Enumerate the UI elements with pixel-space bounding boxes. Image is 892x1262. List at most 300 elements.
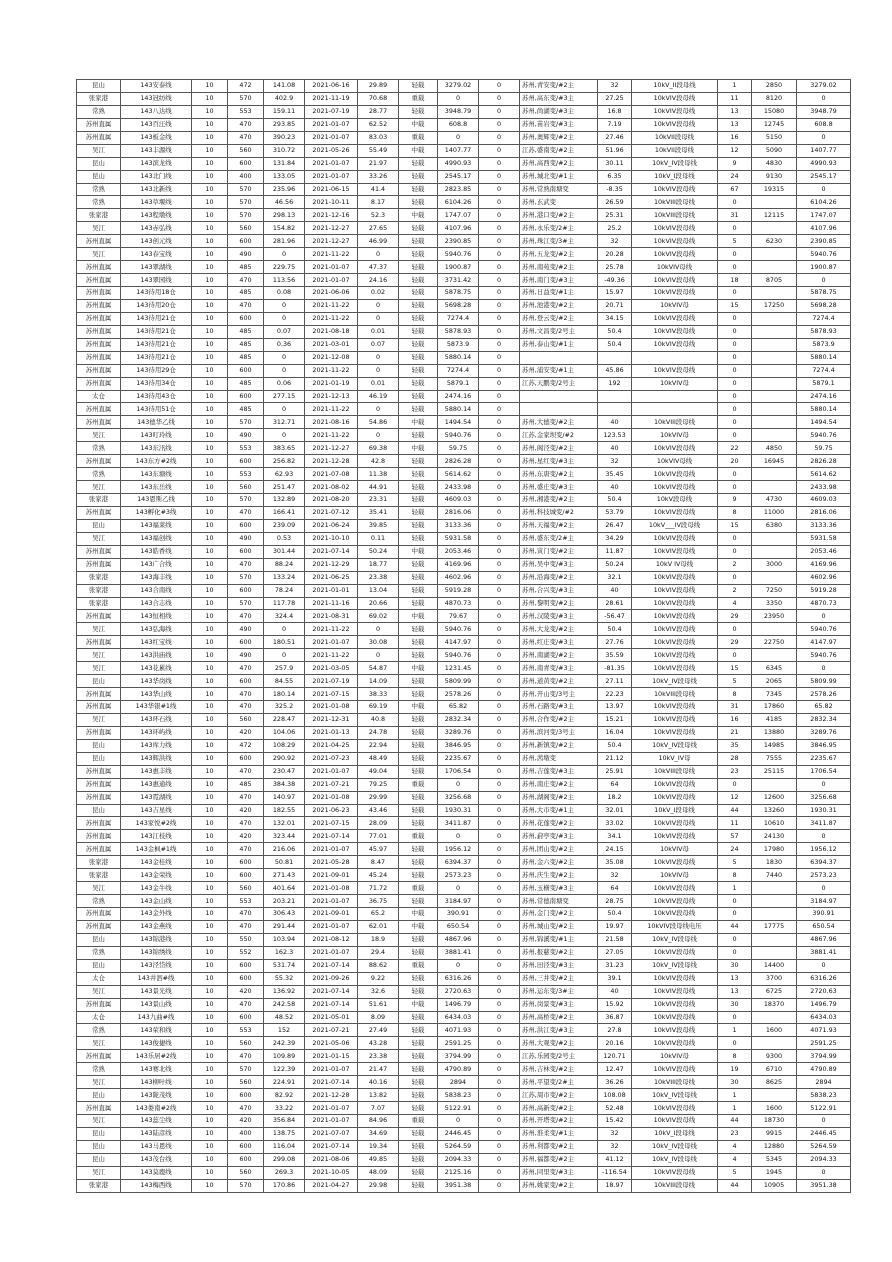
table-cell: 10kVIII段母线	[632, 196, 718, 209]
table-cell: 常熟	[77, 196, 121, 209]
table-cell: 10kVIV段母线	[632, 1024, 718, 1037]
table-cell: 143待用20仓	[121, 299, 192, 312]
table-cell: 2094.33	[797, 1153, 851, 1166]
table-cell: 30.08	[358, 636, 399, 649]
table-cell: 5	[718, 675, 752, 688]
table-cell: 25.78	[598, 261, 632, 274]
table-cell: 17250	[752, 299, 797, 312]
table-cell: 14400	[752, 959, 797, 972]
table-cell: 25115	[752, 765, 797, 778]
table-cell: 50.24	[598, 558, 632, 571]
table-cell: 0	[438, 959, 479, 972]
table-cell: 轻载	[399, 649, 438, 662]
table-cell: 10	[192, 752, 228, 765]
table-cell: 0	[479, 118, 520, 131]
table-cell: 18.9	[358, 933, 399, 946]
table-cell: 0.36	[264, 338, 305, 351]
table-cell	[752, 532, 797, 545]
table-cell	[752, 287, 797, 300]
table-cell: 79.25	[358, 778, 399, 791]
table-cell: 0	[479, 364, 520, 377]
table-cell: 苏州,常熟南塘变	[520, 183, 598, 196]
table-cell: 江苏,天鹏变/2号主	[520, 377, 598, 390]
table-cell: 昆山	[77, 804, 121, 817]
table-cell: 10	[192, 506, 228, 519]
table-cell: 600	[228, 1140, 264, 1153]
table-cell: 0	[479, 519, 520, 532]
table-cell: 420	[228, 830, 264, 843]
table-cell: 10	[192, 131, 228, 144]
table-cell: 轻载	[399, 571, 438, 584]
table-cell: 3846.95	[797, 739, 851, 752]
table-cell: 485	[228, 403, 264, 416]
table-cell: 0	[479, 416, 520, 429]
table-cell: 5122.91	[438, 1102, 479, 1115]
table-cell: 吴江	[77, 623, 121, 636]
table-cell: 1231.45	[438, 662, 479, 675]
table-row	[77, 325, 851, 338]
table-cell: 重载	[399, 131, 438, 144]
table-cell: 46.99	[358, 235, 399, 248]
table-cell: 0	[264, 403, 305, 416]
table-cell: 0	[797, 959, 851, 972]
table-cell: 中载	[399, 908, 438, 921]
table-row	[77, 791, 851, 804]
table-cell: 轻载	[399, 1140, 438, 1153]
table-cell: 0	[479, 946, 520, 959]
table-cell: 470	[228, 817, 264, 830]
table-cell: 608.8	[797, 118, 851, 131]
table-cell: 10	[192, 80, 228, 93]
table-cell: 2021-09-01	[305, 908, 358, 921]
table-cell: 3411.87	[797, 817, 851, 830]
table-cell: 2021-07-15	[305, 817, 358, 830]
table-row	[77, 610, 851, 623]
table-cell: 10kVIV段母线	[632, 468, 718, 481]
table-cell: 10	[192, 455, 228, 468]
table-cell	[752, 222, 797, 235]
table-cell: 6316.26	[797, 972, 851, 985]
table-cell: 9.22	[358, 972, 399, 985]
table-cell: -49.36	[598, 274, 632, 287]
table-row	[77, 726, 851, 739]
table-cell: 281.96	[264, 235, 305, 248]
table-cell: -56.47	[598, 610, 632, 623]
table-cell: 太仓	[77, 1011, 121, 1024]
table-cell: 0	[479, 170, 520, 183]
table-cell: 昆山	[77, 1140, 121, 1153]
table-cell: 600	[228, 856, 264, 869]
table-cell: 10kVIV段母线	[632, 545, 718, 558]
table-cell: 30	[718, 998, 752, 1011]
table-cell: 苏州直属	[77, 726, 121, 739]
table-cell: 2021-01-13	[305, 726, 358, 739]
table-cell: 苏州,新镇变/#2主	[520, 739, 598, 752]
table-cell: 5838.23	[797, 1089, 851, 1102]
table-cell: 2021-07-19	[305, 105, 358, 118]
table-cell: 2474.16	[797, 390, 851, 403]
table-cell: 0	[797, 274, 851, 287]
table-cell: 29.99	[358, 791, 399, 804]
table-row	[77, 584, 851, 597]
table-cell: 2021-11-16	[305, 597, 358, 610]
table-cell: 0	[479, 856, 520, 869]
table-row	[77, 235, 851, 248]
table-cell: 103.94	[264, 933, 305, 946]
table-cell: 轻载	[399, 817, 438, 830]
table-cell: 0	[797, 92, 851, 105]
table-cell: 35.59	[598, 649, 632, 662]
table-cell: 昆山	[77, 933, 121, 946]
table-cell: 0	[479, 248, 520, 261]
table-cell: 143金山线	[121, 895, 192, 908]
table-cell: 13.97	[598, 701, 632, 714]
table-cell	[752, 1037, 797, 1050]
table-cell	[752, 778, 797, 791]
table-row	[77, 92, 851, 105]
table-row	[77, 597, 851, 610]
table-row	[77, 908, 851, 921]
table-cell: 216.06	[264, 843, 305, 856]
table-cell: 10	[192, 545, 228, 558]
table-cell: 35.45	[598, 468, 632, 481]
table-cell: 5940.76	[438, 248, 479, 261]
table-cell: 苏州直属	[77, 325, 121, 338]
table-row	[77, 765, 851, 778]
table-cell: 0	[479, 1166, 520, 1179]
table-cell: 苏州直属	[77, 338, 121, 351]
table-cell: 62.52	[358, 118, 399, 131]
table-cell	[520, 390, 598, 403]
table-cell: 10	[192, 287, 228, 300]
table-cell: 2021-01-07	[305, 1115, 358, 1128]
table-cell: 吴江	[77, 1166, 121, 1179]
table-cell: 22	[718, 442, 752, 455]
table-cell: 0	[264, 649, 305, 662]
table-cell: 昆山	[77, 80, 121, 93]
table-cell: 2021-08-20	[305, 494, 358, 507]
table-cell: 0	[797, 882, 851, 895]
table-cell: 1945	[752, 1166, 797, 1179]
table-cell: 490	[228, 429, 264, 442]
table-cell: 10kV_II段母线	[632, 80, 718, 93]
table-cell: 江苏,乐园变/2号主	[520, 1050, 598, 1063]
table-cell: 143金外线	[121, 908, 192, 921]
table-cell: 2021-08-31	[305, 610, 358, 623]
table-cell: 轻载	[399, 351, 438, 364]
table-cell: 苏州,开山变/3号主	[520, 688, 598, 701]
table-cell	[752, 403, 797, 416]
table-cell	[752, 1011, 797, 1024]
table-cell: 轻载	[399, 675, 438, 688]
table-row	[77, 869, 851, 882]
table-cell: 2591.25	[438, 1037, 479, 1050]
table-cell	[752, 338, 797, 351]
table-cell: 0	[479, 532, 520, 545]
table-cell: 39.85	[358, 519, 399, 532]
table-cell: 2	[718, 584, 752, 597]
table-cell	[752, 571, 797, 584]
table-cell: 0	[264, 351, 305, 364]
table-row	[77, 662, 851, 675]
table-cell: 2850	[752, 80, 797, 93]
table-cell: 3256.68	[797, 791, 851, 804]
table-cell: 轻载	[399, 506, 438, 519]
table-cell: 苏州,池港变/#2主	[520, 299, 598, 312]
table-cell: 2021-01-08	[305, 701, 358, 714]
table-cell: 轻载	[399, 287, 438, 300]
table-cell: 苏州,滨河变/3号主	[520, 726, 598, 739]
table-cell: 0	[479, 933, 520, 946]
table-cell: 6230	[752, 235, 797, 248]
table-cell: 2021-07-14	[305, 545, 358, 558]
table-cell: 轻载	[399, 519, 438, 532]
table-cell: 192	[598, 377, 632, 390]
table-cell: 64	[598, 882, 632, 895]
table-cell: 11	[718, 92, 752, 105]
table-cell: 2021-08-06	[305, 1153, 358, 1166]
table-cell: 轻载	[399, 80, 438, 93]
table-cell: 143待用21仓	[121, 312, 192, 325]
table-cell: 0	[718, 325, 752, 338]
table-cell: 10kVII段母线	[632, 144, 718, 157]
table-cell: 苏州直属	[77, 299, 121, 312]
table-row	[77, 998, 851, 1011]
table-cell: 10	[192, 494, 228, 507]
table-cell: 50.4	[598, 739, 632, 752]
table-cell: 40	[598, 416, 632, 429]
table-cell: 31.23	[598, 959, 632, 972]
table-row	[77, 636, 851, 649]
table-cell: 张家港	[77, 494, 121, 507]
table-cell: 10	[192, 1140, 228, 1153]
table-cell: 51.61	[358, 998, 399, 1011]
table-cell: 10kVIV段母线	[632, 610, 718, 623]
table-cell: 2021-05-28	[305, 856, 358, 869]
table-cell: 11.38	[358, 468, 399, 481]
table-cell: 10	[192, 1037, 228, 1050]
table-cell: 1407.77	[438, 144, 479, 157]
table-cell: 570	[228, 1179, 264, 1192]
table-cell: 10kVIV段母线	[632, 778, 718, 791]
table-cell: 0	[479, 468, 520, 481]
table-cell: 0	[479, 325, 520, 338]
table-cell: 10	[192, 920, 228, 933]
table-cell: 143安泰线	[121, 80, 192, 93]
table-cell: 43.28	[358, 1037, 399, 1050]
table-cell: 1	[718, 1102, 752, 1115]
table-cell: 5809.99	[797, 675, 851, 688]
table-row	[77, 623, 851, 636]
table-cell: 600	[228, 545, 264, 558]
table-cell: 4609.03	[438, 494, 479, 507]
table-cell: 2021-01-07	[305, 1102, 358, 1115]
table-cell: 9130	[752, 170, 797, 183]
table-cell: 10	[192, 274, 228, 287]
table-cell: 苏州,尚湖变/#3主	[520, 105, 598, 118]
table-cell: 3133.36	[797, 519, 851, 532]
table-cell: 143板金线	[121, 131, 192, 144]
table-cell: 2021-12-27	[305, 222, 358, 235]
table-cell: 143孵化#3线	[121, 506, 192, 519]
table-cell: 1956.12	[438, 843, 479, 856]
table-row	[77, 390, 851, 403]
table-cell: 12	[718, 791, 752, 804]
table-cell: 59.75	[797, 442, 851, 455]
table-cell: 50.24	[358, 545, 399, 558]
table-cell: 江苏,金家坝变/#2	[520, 429, 598, 442]
table-cell: 2474.16	[438, 390, 479, 403]
table-cell: 10	[192, 299, 228, 312]
table-cell: 32	[598, 1127, 632, 1140]
table-cell: 2021-06-06	[305, 287, 358, 300]
table-cell: 太仓	[77, 390, 121, 403]
table-cell: 吴江	[77, 1115, 121, 1128]
table-cell: 4867.96	[438, 933, 479, 946]
table-cell: 0	[479, 908, 520, 921]
table-cell: 0	[358, 364, 399, 377]
table-cell: 0	[718, 933, 752, 946]
table-cell: 143草堰线	[121, 196, 192, 209]
table-cell: 22.94	[358, 739, 399, 752]
table-cell: 18370	[752, 998, 797, 1011]
table-cell: 苏州直属	[77, 636, 121, 649]
table-cell: 轻载	[399, 235, 438, 248]
table-cell: 65.2	[358, 908, 399, 921]
table-cell: 0	[718, 532, 752, 545]
table-row	[77, 1166, 851, 1179]
table-cell: 0	[797, 131, 851, 144]
table-cell: 5931.58	[797, 532, 851, 545]
table-cell	[520, 403, 598, 416]
table-cell: 2573.23	[438, 869, 479, 882]
table-row	[77, 1063, 851, 1076]
table-cell: 0	[797, 1115, 851, 1128]
table-cell: 太仓	[77, 972, 121, 985]
table-cell: 228.47	[264, 713, 305, 726]
table-cell: 18.97	[598, 1179, 632, 1192]
table-cell: 苏州,平望变/2#主	[520, 1076, 598, 1089]
table-cell: 485	[228, 287, 264, 300]
table-cell: 277.15	[264, 390, 305, 403]
table-cell: 2021-01-07	[305, 843, 358, 856]
table-cell: 5940.76	[438, 649, 479, 662]
table-cell: 10	[192, 1153, 228, 1166]
table-cell: 10	[192, 571, 228, 584]
table-cell: 苏州,报慈变/#2主	[520, 946, 598, 959]
table-cell: 2832.34	[438, 713, 479, 726]
table-cell: 143翠园线	[121, 274, 192, 287]
table-cell: 0	[479, 196, 520, 209]
table-cell: 10kVIV段母线	[632, 532, 718, 545]
table-cell: 570	[228, 597, 264, 610]
table-cell: 1930.31	[438, 804, 479, 817]
table-cell: 10kVIV段母线	[632, 830, 718, 843]
table-cell: 10kV_IV段母线	[632, 1140, 718, 1153]
table-cell: 0	[797, 1166, 851, 1179]
table-cell: 71.72	[358, 882, 399, 895]
table-cell: 10	[192, 209, 228, 222]
table-cell: 40.16	[358, 1076, 399, 1089]
table-cell: 0	[479, 791, 520, 804]
table-cell: 2235.67	[438, 752, 479, 765]
table-cell: 420	[228, 726, 264, 739]
table-cell: 苏州,沿海变/#2主	[520, 571, 598, 584]
table-cell: 40	[598, 985, 632, 998]
table-cell: 0	[718, 649, 752, 662]
table-cell: 苏州直属	[77, 416, 121, 429]
table-cell: 苏州,南苑变/#2主	[520, 261, 598, 274]
table-cell: 12	[718, 144, 752, 157]
table-cell: 14.09	[358, 675, 399, 688]
table-cell: 5879.1	[438, 377, 479, 390]
table-cell: 79.67	[438, 610, 479, 623]
table-cell: 50.4	[598, 325, 632, 338]
table-cell: 143待用21仓	[121, 338, 192, 351]
table-cell: 轻载	[399, 364, 438, 377]
table-cell: 0	[479, 584, 520, 597]
table-cell: 44	[718, 920, 752, 933]
table-cell: 490	[228, 623, 264, 636]
table-cell: 10kVIV段母线	[632, 817, 718, 830]
table-cell: 10kVIV母	[632, 377, 718, 390]
table-cell: 0	[479, 597, 520, 610]
table-cell: 10kVIII段母线	[632, 209, 718, 222]
table-cell: 5878.75	[797, 287, 851, 300]
table-cell: 0	[479, 131, 520, 144]
table-cell: 10	[192, 856, 228, 869]
table-cell: 轻载	[399, 636, 438, 649]
table-cell	[752, 623, 797, 636]
table-cell	[752, 882, 797, 895]
table-cell: 29.89	[358, 80, 399, 93]
table-cell: 10kVIV段母线	[632, 105, 718, 118]
table-row	[77, 985, 851, 998]
table-cell: 10kVIII段母线	[632, 765, 718, 778]
table-cell: 485	[228, 261, 264, 274]
table-cell: 0	[479, 144, 520, 157]
table-cell: 10kVIV段母线	[632, 597, 718, 610]
table-cell: 390.91	[438, 908, 479, 921]
table-cell: 中载	[399, 701, 438, 714]
table-cell: 27.46	[598, 131, 632, 144]
table-cell: 16945	[752, 455, 797, 468]
table-cell: 4071.93	[797, 1024, 851, 1037]
table-row	[77, 1011, 851, 1024]
table-cell: 10	[192, 713, 228, 726]
table-cell: 10	[192, 261, 228, 274]
table-cell: 轻载	[399, 532, 438, 545]
table-cell: 46.56	[264, 196, 305, 209]
table-cell: 2021-11-22	[305, 429, 358, 442]
table-cell: 苏州,泰山变/#1主	[520, 338, 598, 351]
table-cell: 2591.25	[797, 1037, 851, 1050]
table-cell: 3794.99	[797, 1050, 851, 1063]
table-cell: 5880.14	[797, 403, 851, 416]
table-cell: 600	[228, 972, 264, 985]
table-cell: 2446.45	[438, 1127, 479, 1140]
table-cell: 2021-07-12	[305, 506, 358, 519]
table-cell: 2021-10-11	[305, 196, 358, 209]
table-cell: 28.09	[358, 817, 399, 830]
table-cell: 20	[718, 455, 752, 468]
table-cell: 0	[718, 778, 752, 791]
table-cell: 11.87	[598, 545, 632, 558]
table-cell: 7555	[752, 752, 797, 765]
table-cell: 轻载	[399, 726, 438, 739]
table-cell: 20.71	[598, 299, 632, 312]
table-cell: 10	[192, 312, 228, 325]
